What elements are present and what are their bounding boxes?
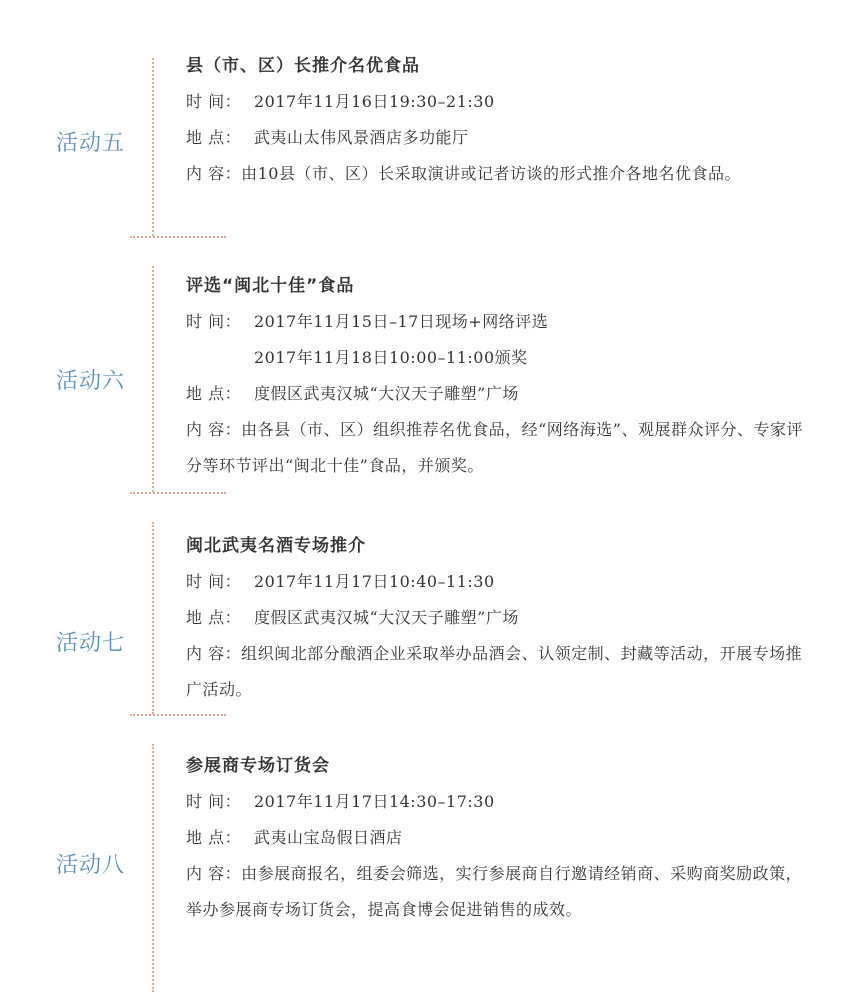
time-value: 2017年11月17日10:40–11:30 [254,572,495,591]
place-key: 地 点： [186,608,242,627]
time-value: 2017年11月15日–17日现场+网络评选 [254,312,549,331]
time-value: 2017年11月17日14:30–17:30 [254,792,495,811]
time-row [186,784,806,820]
time-row-continued [186,340,806,376]
activity-title: 县（市、区）长推介名优食品 [186,56,420,76]
content-key: 内 容： [186,644,242,663]
dotted-divider-horizontal [130,236,226,238]
place-key: 地 点： [186,128,242,147]
activity-label: 活动六 [56,369,126,394]
content-value: 由参展商报名，组委会筛选，实行参展商自行邀请经销商、采购商奖励政策，举办参展商专场订货会，提高食博会促进销售的成效。 [186,864,803,919]
place-key: 地 点： [186,384,242,403]
place-row [186,376,806,412]
content-row [186,636,806,708]
activity-label: 活动七 [56,631,126,656]
place-value: 度假区武夷汉城“大汉天子雕塑”广场 [254,384,519,403]
place-key: 地 点： [186,828,242,847]
content-key: 内 容： [186,164,242,183]
dotted-divider-vertical [152,58,154,236]
place-value: 度假区武夷汉城“大汉天子雕塑”广场 [254,608,519,627]
place-row [186,600,806,636]
activity-title: 闽北武夷名酒专场推介 [186,536,366,556]
time-row [186,84,806,120]
place-value: 武夷山太伟风景酒店多功能厅 [254,128,469,147]
time-value: 2017年11月18日10:00–11:00颁奖 [254,348,528,367]
dotted-divider-vertical [152,266,154,492]
time-key: 时 间： [186,312,242,331]
dotted-divider-horizontal [130,714,226,716]
activity-content [186,268,806,484]
content-row [186,412,806,484]
content-key: 内 容： [186,420,242,439]
time-row [186,564,806,600]
time-key: 时 间： [186,92,242,111]
time-row [186,304,806,340]
activity-title: 评选“闽北十佳”食品 [186,276,355,296]
time-value: 2017年11月16日19:30–21:30 [254,92,495,111]
time-key: 时 间： [186,572,242,591]
content-row [186,856,806,928]
content-value: 由10县（市、区）长采取演讲或记者访谈的形式推介各地名优食品。 [241,164,741,183]
dotted-divider-vertical [152,744,154,992]
activity-title: 参展商专场订货会 [186,756,330,776]
activity-label: 活动八 [56,853,126,878]
place-row [186,820,806,856]
content-key: 内 容： [186,864,242,883]
content-value: 组织闽北部分酿酒企业采取举办品酒会、认领定制、封藏等活动，开展专场推广活动。 [186,644,803,699]
activity-content [186,528,806,708]
dotted-divider-horizontal [130,492,226,494]
activity-content [186,48,806,192]
place-row [186,120,806,156]
content-value: 由各县（市、区）组织推荐名优食品，经“网络海选”、观展群众评分、专家评分等环节评出“闽北十佳”食品，并颁奖。 [186,420,803,475]
time-key: 时 间： [186,792,242,811]
activity-content [186,748,806,928]
dotted-divider-vertical [152,522,154,714]
place-value: 武夷山宝岛假日酒店 [254,828,403,847]
content-row [186,156,806,192]
activity-label: 活动五 [56,131,126,156]
